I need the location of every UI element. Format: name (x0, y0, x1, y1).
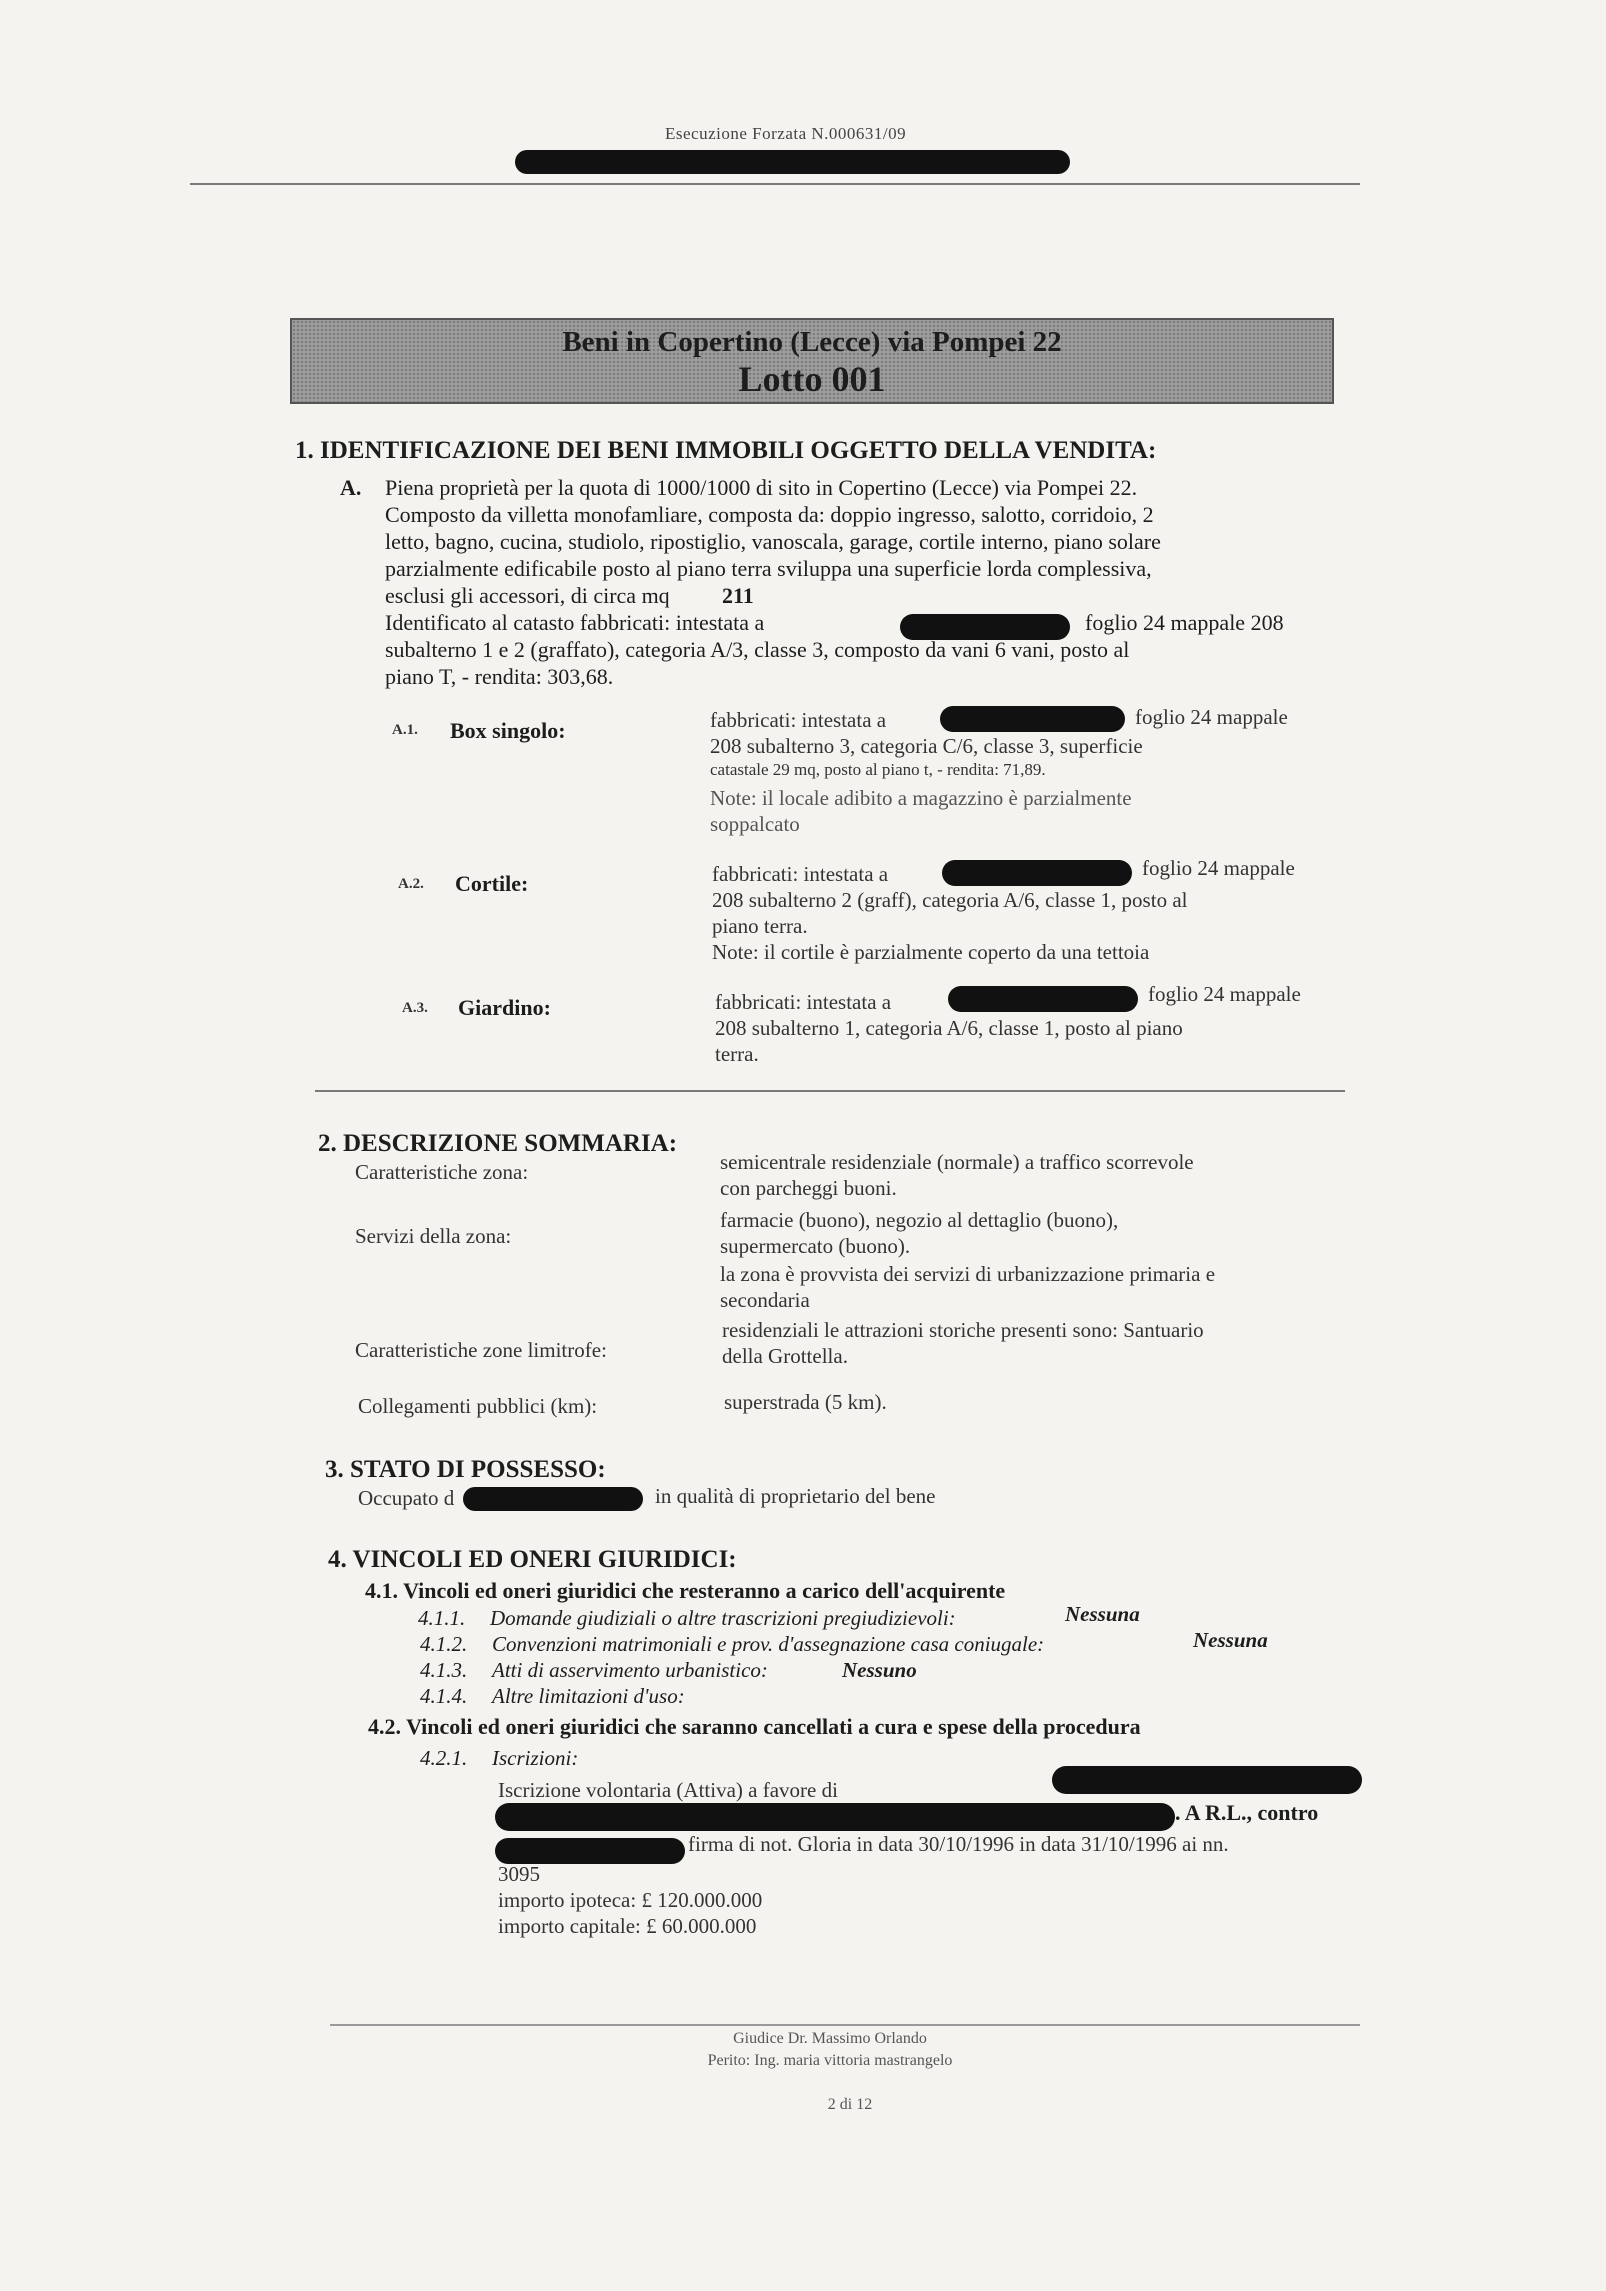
s2-row1-line0: farmacie (buono), negozio al dettaglio (buono), (720, 1208, 1119, 1232)
redaction-bar (463, 1487, 643, 1511)
s2-row1-line1: supermercato (buono). (720, 1234, 911, 1258)
a2-line-3: piano terra. (712, 914, 808, 938)
header-divider (190, 183, 1360, 185)
a2-line-4: Note: il cortile è parzialmente coperto da una tettoia (712, 940, 1150, 964)
a1-line-4: Note: il locale adibito a magazzino è parzialmente (710, 786, 1132, 810)
page-number: 2 di 12 (827, 2096, 873, 2113)
a3-label: Giardino: (458, 995, 551, 1020)
a2-label: Cortile: (455, 871, 529, 896)
a1-line-1: foglio 24 mappale (1135, 705, 1288, 729)
redaction-bar (948, 986, 1138, 1012)
s1-line-1: Composto da villetta monofamliare, composta da: doppio ingresso, salotto, corridoio, 2 (385, 502, 1154, 527)
importo-ipoteca: importo ipoteca: £ 120.000.000 (498, 1888, 763, 1912)
iscrizione-line4: 3095 (498, 1862, 540, 1886)
a2-line-2: 208 subalterno 2 (graff), categoria A/6, classe 1, posto al (712, 888, 1188, 912)
section-divider (315, 1090, 1345, 1092)
redaction-bar (940, 706, 1125, 732)
s2-row2-line0: residenziali le attrazioni storiche presenti sono: Santuario (722, 1318, 1204, 1342)
a1-line-2: 208 subalterno 3, categoria C/6, classe 3, superficie (710, 734, 1143, 758)
a1-label: Box singolo: (450, 718, 566, 743)
s4-sub2-title: 4.2. Vincoli ed oneri giuridici che saranno cancellati a cura e spese della procedura (368, 1714, 1141, 1739)
a2-line-1: foglio 24 mappale (1142, 856, 1295, 880)
s4-2-1-title: Iscrizioni: (492, 1746, 579, 1770)
s4-1-3-value: Nessuno (842, 1658, 917, 1682)
s4-sub1-title: 4.1. Vincoli ed oneri giuridici che resteranno a carico dell'acquirente (365, 1578, 1006, 1603)
a1-line-0: fabbricati: intestata a (710, 708, 887, 732)
s1-line-4: esclusi gli accessori, di circa mq (385, 583, 670, 608)
s1-line-2: letto, bagno, cucina, studiolo, ripostiglio, vanoscala, garage, cortile interno, piano solare (385, 529, 1161, 554)
a2-line-0: fabbricati: intestata a (712, 862, 889, 886)
footer-perito: Perito: Ing. maria vittoria mastrangelo (707, 2052, 953, 2069)
redaction-bar (495, 1838, 685, 1864)
s1-line-3: parzialmente edificabile posto al piano terra sviluppa una superficie lorda complessiva, (385, 556, 1152, 581)
iscrizione-line1: Iscrizione volontaria (Attiva) a favore di (498, 1778, 838, 1802)
s2-row2-line1: della Grottella. (722, 1344, 848, 1368)
s1-line-6: foglio 24 mappale 208 (1085, 610, 1284, 635)
s2-label-1: Servizi della zona: (355, 1224, 512, 1248)
section-4-heading: 4. VINCOLI ED ONERI GIURIDICI: (328, 1546, 737, 1573)
s4-1-2-num: 4.1.2. (420, 1632, 468, 1656)
s4-1-2-value: Nessuna (1193, 1628, 1268, 1652)
footer-judge: Giudice Dr. Massimo Orlando (733, 2030, 927, 2047)
item-a-label: A. (340, 475, 362, 500)
s4-1-1-num: 4.1.1. (418, 1606, 466, 1630)
s1-line-5: Identificato al catasto fabbricati: intestata a (385, 610, 765, 635)
s2-label-0: Caratteristiche zona: (355, 1160, 529, 1184)
lot-number: Lotto 001 (738, 359, 886, 399)
s2-row1-line3: secondaria (720, 1288, 810, 1312)
lot-title-box (290, 318, 1334, 404)
s2-row3-line0: superstrada (5 km). (724, 1390, 887, 1414)
s4-1-3-text: Atti di asservimento urbanistico: (492, 1658, 768, 1682)
importo-capitale: importo capitale: £ 60.000.000 (498, 1914, 757, 1938)
s4-1-1-value: Nessuna (1065, 1602, 1140, 1626)
s4-1-2-text: Convenzioni matrimoniali e prov. d'assegnazione casa coniugale: (492, 1632, 1045, 1656)
s3-pre: Occupato d (358, 1486, 455, 1510)
section-2-heading: 2. DESCRIZIONE SOMMARIA: (318, 1130, 678, 1157)
s1-line-7: subalterno 1 e 2 (graffato), categoria A/3, classe 3, composto da vani 6 vani, posto al (385, 637, 1130, 662)
s1-line-0: Piena proprietà per la quota di 1000/1000 di sito in Copertino (Lecce) via Pompei 22. (385, 475, 1138, 500)
a2-num: A.2. (398, 876, 424, 892)
footer-divider (330, 2024, 1360, 2026)
a3-line-2: 208 subalterno 1, categoria A/6, classe 1, posto al piano (715, 1016, 1183, 1040)
s4-1-1-text: Domande giudiziali o altre trascrizioni pregiudizievoli: (490, 1606, 956, 1630)
header-text: Esecuzione Forzata N.000631/09 (665, 124, 907, 143)
redaction-bar (1052, 1766, 1362, 1794)
s2-row1-line2: la zona è provvista dei servizi di urbanizzazione primaria e (720, 1262, 1216, 1286)
s4-1-4-num: 4.1.4. (420, 1684, 468, 1708)
iscrizione-line2-end: . A R.L., contro (1175, 1800, 1319, 1825)
redaction-bar (515, 150, 1070, 174)
s4-2-1-num: 4.2.1. (420, 1746, 468, 1770)
s4-1-3-num: 4.1.3. (420, 1658, 468, 1682)
s2-row0-line1: con parcheggi buoni. (720, 1176, 897, 1200)
s2-label-2: Caratteristiche zone limitrofe: (355, 1338, 607, 1362)
redaction-bar (495, 1803, 1175, 1831)
s2-label-3: Collegamenti pubblici (km): (358, 1394, 598, 1418)
redaction-bar (942, 860, 1132, 886)
a1-line-5: soppalcato (710, 812, 800, 836)
section-1-heading: 1. IDENTIFICAZIONE DEI BENI IMMOBILI OGGETTO DELLA VENDITA: (295, 437, 1157, 464)
section-3-heading: 3. STATO DI POSSESSO: (325, 1456, 606, 1483)
a3-line-1: foglio 24 mappale (1148, 982, 1301, 1006)
a3-num: A.3. (402, 1000, 428, 1016)
s2-row0-line0: semicentrale residenziale (normale) a traffico scorrevole (720, 1150, 1194, 1174)
a3-line-0: fabbricati: intestata a (715, 990, 892, 1014)
a1-line-3: catastale 29 mq, posto al piano t, - rendita: 71,89. (710, 760, 1046, 779)
a1-num: A.1. (392, 722, 418, 738)
s3-post: in qualità di proprietario del bene (655, 1484, 936, 1508)
area-value: 211 (722, 583, 754, 608)
s4-1-4-text: Altre limitazioni d'uso: (492, 1684, 685, 1708)
s1-line-8: piano T, - rendita: 303,68. (385, 664, 614, 689)
a3-line-3: terra. (715, 1042, 759, 1066)
property-title: Beni in Copertino (Lecce) via Pompei 22 (562, 326, 1062, 358)
iscrizione-line3: firma di not. Gloria in data 30/10/1996 in data 31/10/1996 ai nn. (688, 1832, 1229, 1856)
